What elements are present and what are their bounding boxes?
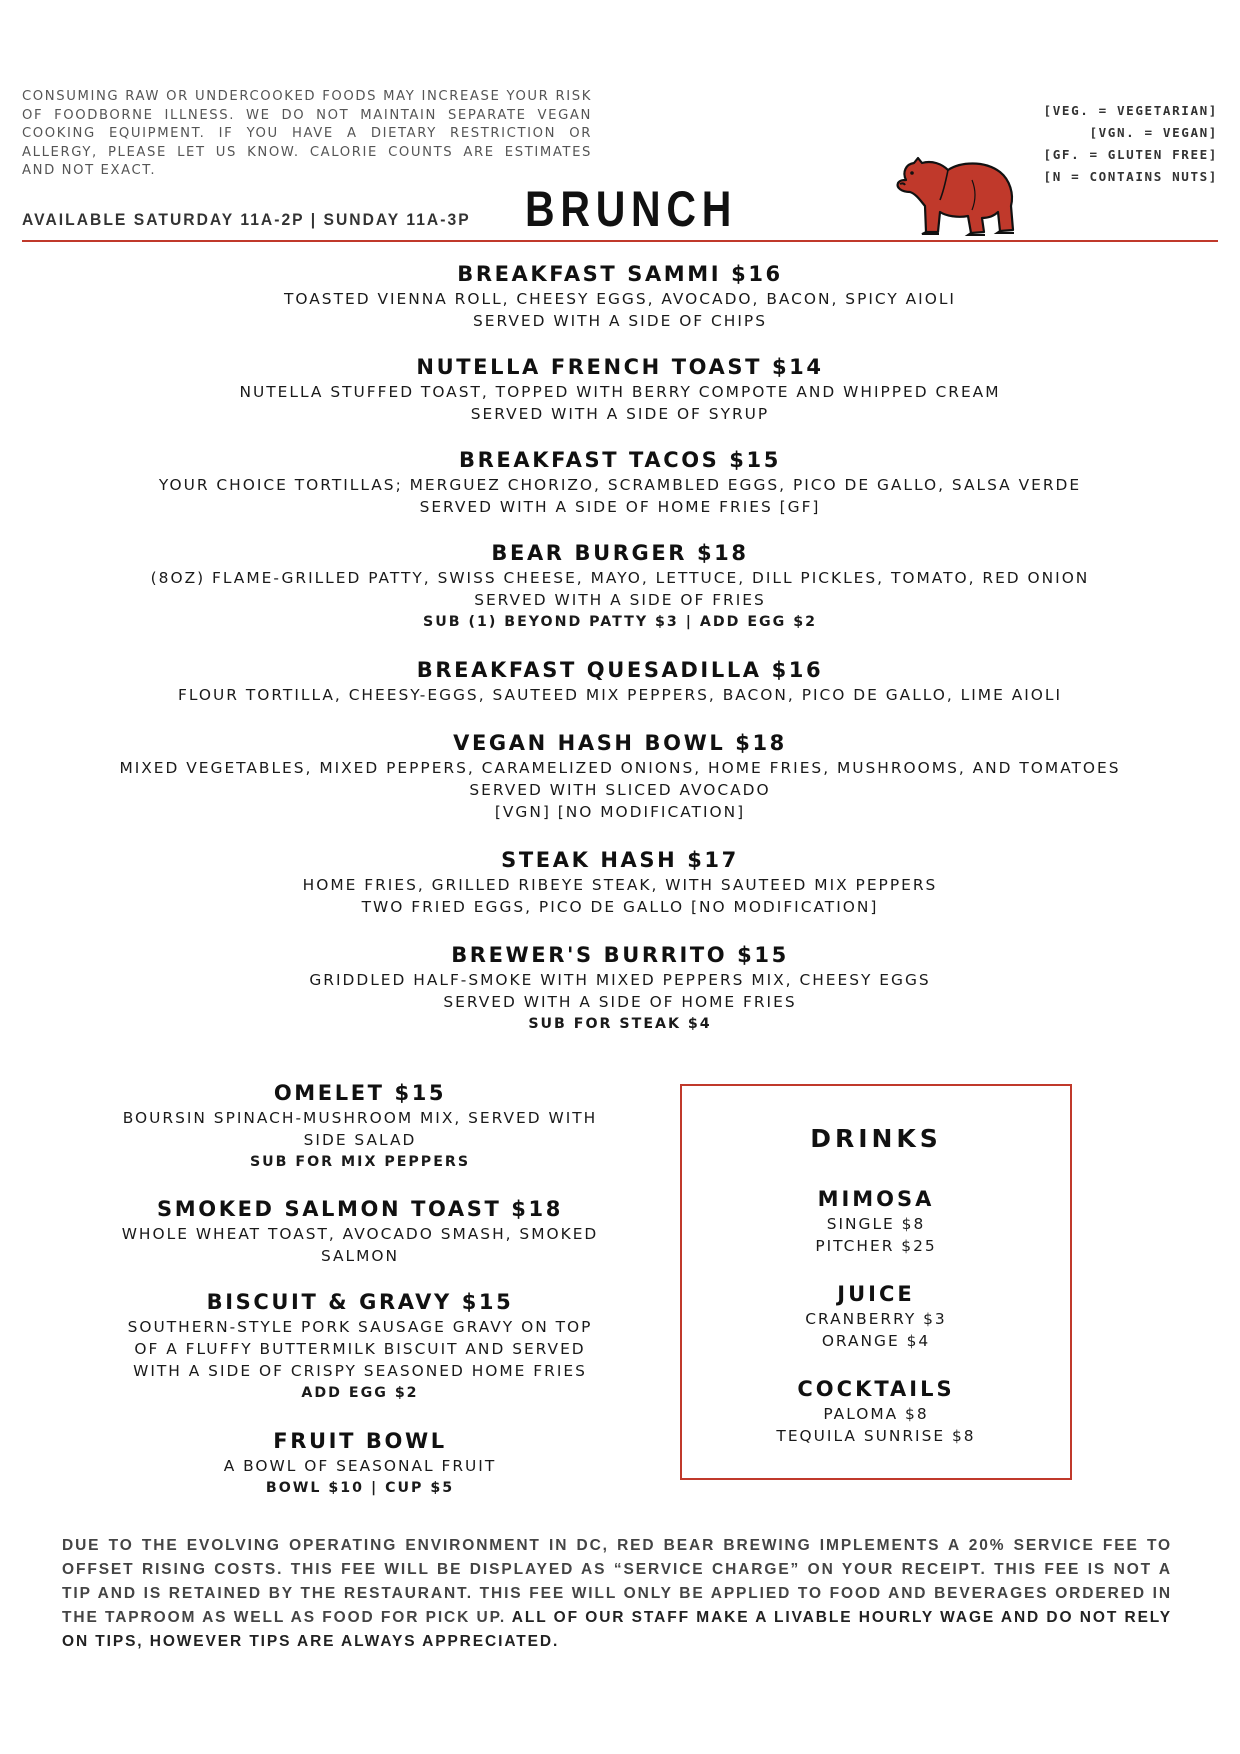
menu-item-breakfast-quesadilla bbox=[0, 656, 1240, 706]
menu-item-desc: NUTELLA STUFFED TOAST, TOPPED WITH BERRY COMPOTE AND WHIPPED CREAM bbox=[239, 383, 1001, 401]
menu-item-desc: SIDE SALAD bbox=[303, 1131, 417, 1149]
disclaimer-text: CONSUMING RAW OR UNDERCOOKED FOODS MAY INCREASE YOUR RISK OF FOODBORNE ILLNESS. WE DO NOT MAINTAIN SEPARATE VEGAN COOKING EQUIPMENT. IF YOU HAVE A DIETARY RESTRICTION OR ALLERGY, PLEASE LET US KNOW. CALORIE COUNTS ARE ESTIMATES AND NOT EXACT. bbox=[22, 89, 592, 179]
drink-juice bbox=[682, 1280, 1070, 1352]
drink-price: SINGLE $8 bbox=[826, 1215, 926, 1233]
menu-item-name: NUTELLA FRENCH TOAST $14 bbox=[416, 355, 824, 379]
menu-item-desc: WITH A SIDE OF CRISPY SEASONED HOME FRIES bbox=[133, 1362, 587, 1380]
menu-item-name: SMOKED SALMON TOAST $18 bbox=[157, 1197, 563, 1221]
menu-item-steak-hash bbox=[0, 846, 1240, 918]
menu-item-desc: GRIDDLED HALF-SMOKE WITH MIXED PEPPERS MIX, CHEESY EGGS bbox=[309, 971, 931, 989]
menu-title: BRUNCH bbox=[525, 181, 738, 237]
drinks-box bbox=[680, 1084, 1072, 1480]
menu-item-smoked-salmon-toast bbox=[100, 1195, 620, 1267]
menu-item-desc: FLOUR TORTILLA, CHEESY-EGGS, SAUTEED MIX PEPPERS, BACON, PICO DE GALLO, LIME AIOLI bbox=[178, 686, 1062, 704]
service-fee-notice bbox=[62, 1534, 1172, 1654]
menu-item-nutella-french-toast bbox=[0, 353, 1240, 425]
menu-item-desc: TOASTED VIENNA ROLL, CHEESY EGGS, AVOCADO, BACON, SPICY AIOLI bbox=[284, 290, 956, 308]
menu-item-name: BREAKFAST TACOS $15 bbox=[459, 448, 781, 472]
drink-cocktails bbox=[682, 1375, 1070, 1447]
menu-item-name: BEAR BURGER $18 bbox=[491, 541, 749, 565]
header-divider bbox=[22, 240, 1218, 242]
menu-item-desc: YOUR CHOICE TORTILLAS; MERGUEZ CHORIZO, SCRAMBLED EGGS, PICO DE GALLO, SALSA VERDE bbox=[158, 476, 1082, 494]
diet-legend bbox=[1044, 100, 1218, 188]
drink-mimosa bbox=[682, 1185, 1070, 1257]
menu-item-desc: (8OZ) FLAME-GRILLED PATTY, SWISS CHEESE, MAYO, LETTUCE, DILL PICKLES, TOMATO, RED ONION bbox=[150, 569, 1090, 587]
menu-item-name: OMELET $15 bbox=[273, 1081, 447, 1105]
menu-item-desc: SALMON bbox=[320, 1247, 400, 1265]
drink-price: CRANBERRY $3 bbox=[805, 1310, 947, 1328]
legend-item: [GF. = GLUTEN FREE] bbox=[1043, 147, 1218, 162]
menu-item-omelet bbox=[100, 1079, 620, 1173]
drink-price: PITCHER $25 bbox=[815, 1237, 937, 1255]
drinks-title: DRINKS bbox=[810, 1124, 942, 1153]
menu-item-desc: MIXED VEGETABLES, MIXED PEPPERS, CARAMELIZED ONIONS, HOME FRIES, MUSHROOMS, AND TOMATOES bbox=[119, 759, 1121, 777]
menu-item-desc: SOUTHERN-STYLE PORK SAUSAGE GRAVY ON TOP bbox=[127, 1318, 593, 1336]
drink-price: TEQUILA SUNRISE $8 bbox=[776, 1427, 976, 1445]
menu-item-name: BREAKFAST QUESADILLA $16 bbox=[416, 658, 824, 682]
menu-item-addon: BOWL $10 | CUP $5 bbox=[265, 1480, 455, 1496]
menu-item-desc: SERVED WITH A SIDE OF HOME FRIES [GF] bbox=[419, 498, 821, 516]
menu-item-desc: BOURSIN SPINACH-MUSHROOM MIX, SERVED WITH bbox=[122, 1109, 598, 1127]
menu-item-desc: SERVED WITH A SIDE OF FRIES bbox=[474, 591, 766, 609]
menu-item-brewers-burrito bbox=[0, 941, 1240, 1035]
menu-item-vegan-hash-bowl bbox=[0, 729, 1240, 823]
menu-item-name: VEGAN HASH BOWL $18 bbox=[453, 731, 787, 755]
menu-item-desc: WHOLE WHEAT TOAST, AVOCADO SMASH, SMOKED bbox=[121, 1225, 599, 1243]
menu-item-desc: A BOWL OF SEASONAL FRUIT bbox=[223, 1457, 497, 1475]
menu-item-tags: [VGN] [NO MODIFICATION] bbox=[494, 803, 746, 821]
availability-hours: AVAILABLE SATURDAY 11A-2P | SUNDAY 11A-3P bbox=[22, 210, 471, 229]
service-fee-emphasis: ALL OF OUR STAFF MAKE A LIVABLE HOURLY WAGE AND DO NOT RELY ON TIPS, HOWEVER TIPS ARE ALWAYS APPRECIATED. bbox=[62, 1609, 1172, 1650]
menu-item-biscuit-gravy bbox=[100, 1288, 620, 1404]
menu-item-name: BREWER'S BURRITO $15 bbox=[451, 943, 789, 967]
menu-item-addon: ADD EGG $2 bbox=[301, 1385, 419, 1401]
menu-item-bear-burger bbox=[0, 539, 1240, 633]
menu-item-desc: OF A FLUFFY BUTTERMILK BISCUIT AND SERVED bbox=[134, 1340, 586, 1358]
menu-item-breakfast-sammi bbox=[0, 260, 1240, 332]
legend-item: [VGN. = VEGAN] bbox=[1089, 125, 1218, 140]
menu-item-desc: TWO FRIED EGGS, PICO DE GALLO [NO MODIFICATION] bbox=[361, 898, 879, 916]
menu-item-desc: SERVED WITH A SIDE OF CHIPS bbox=[473, 312, 767, 330]
service-fee-text: DUE TO THE EVOLVING OPERATING ENVIRONMENT IN DC, RED BEAR BREWING IMPLEMENTS A 20% SERVICE FEE TO OFFSET RISING COSTS. THIS FEE WILL BE DISPLAYED AS “SERVICE CHARGE” ON YOUR RECEIPT. THIS FEE IS NOT A TIP AND IS RETAINED BY THE RESTAURANT. THIS FEE WILL ONLY BE APPLIED TO FOOD AND BEVERAGES ORDERED IN THE TAPROOM AS WELL AS FOOD FOR PICK UP. bbox=[62, 1537, 1172, 1626]
menu-item-addon: SUB FOR STEAK $4 bbox=[528, 1016, 712, 1032]
legend-item: [N = CONTAINS NUTS] bbox=[1043, 169, 1218, 184]
legend-item: [VEG. = VEGETARIAN] bbox=[1043, 103, 1218, 118]
menu-item-addon: SUB FOR MIX PEPPERS bbox=[249, 1154, 471, 1170]
drink-price: ORANGE $4 bbox=[821, 1332, 931, 1350]
menu-item-desc: SERVED WITH A SIDE OF HOME FRIES bbox=[443, 993, 797, 1011]
menu-item-desc: SERVED WITH SLICED AVOCADO bbox=[469, 781, 771, 799]
drink-name: COCKTAILS bbox=[797, 1377, 955, 1401]
drink-name: JUICE bbox=[837, 1282, 915, 1306]
menu-item-breakfast-tacos bbox=[0, 446, 1240, 518]
bear-body bbox=[898, 158, 1013, 233]
menu-item-name: BISCUIT & GRAVY $15 bbox=[206, 1290, 514, 1314]
menu-item-name: FRUIT BOWL bbox=[273, 1429, 447, 1453]
menu-item-desc: HOME FRIES, GRILLED RIBEYE STEAK, WITH SAUTEED MIX PEPPERS bbox=[302, 876, 938, 894]
bear-icon bbox=[892, 150, 1017, 238]
menu-item-name: STEAK HASH $17 bbox=[501, 848, 739, 872]
drink-name: MIMOSA bbox=[817, 1187, 935, 1211]
menu-item-name: BREAKFAST SAMMI $16 bbox=[457, 262, 783, 286]
menu-item-fruit-bowl bbox=[100, 1427, 620, 1499]
menu-item-desc: SERVED WITH A SIDE OF SYRUP bbox=[470, 405, 770, 423]
drink-price: PALOMA $8 bbox=[823, 1405, 929, 1423]
menu-item-addon: SUB (1) BEYOND PATTY $3 | ADD EGG $2 bbox=[422, 614, 817, 630]
